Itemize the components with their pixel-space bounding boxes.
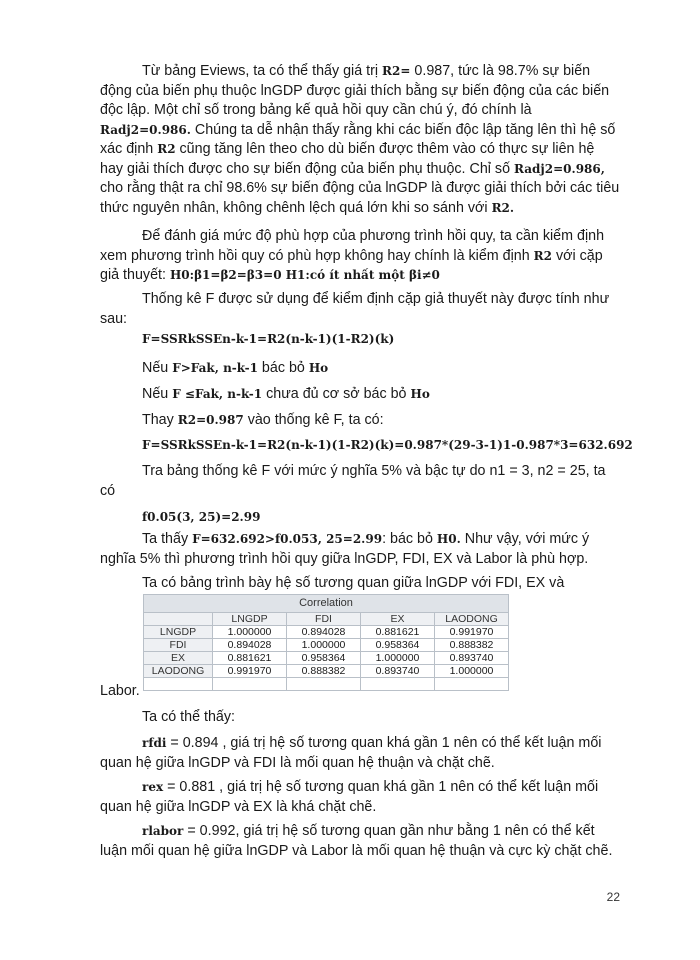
table-cell: 0.893740 bbox=[361, 665, 435, 678]
paragraph-rfdi: rfdi = 0.894 , giá trị hệ số tương quan khá gần 1 nên có thể kết luận mối quan hệ giữa lnGDP và FDI là mối quan hệ thuận và chặt chẽ. bbox=[100, 735, 602, 771]
paragraph-correlation-intro: Ta có bảng trình bày hệ số tương quan giữa lnGDP với FDI, EX và bbox=[142, 575, 565, 591]
paragraph-correlation-labor: Labor. bbox=[100, 683, 140, 699]
table-cell: 0.991970 bbox=[213, 665, 287, 678]
table-cell: 0.881621 bbox=[361, 626, 435, 639]
paragraph-f-statistic-intro: Thống kê F được sử dụng để kiểm định cặp giả thuyết này được tính như sau: bbox=[100, 291, 610, 327]
paragraph-hypothesis: Để đánh giá mức độ phù hợp của phương trình hồi quy, ta cần kiểm định xem phương trình hồi quy có phù hợp không hay chính là kiểm định R2 với cặp giả thuyết: H0:β1=β2=β3=0 H1:có ít nhất một βi≠0 bbox=[100, 228, 605, 283]
paragraph-observations: Ta có thể thấy: bbox=[142, 709, 235, 725]
header-cell: EX bbox=[361, 613, 435, 626]
formula-f-computed: F=SSRkSSEn-k-1=R2(n-k-1)(1-R2)(k)=0.987*(29-3-1)1-0.987*3=632.692 bbox=[142, 438, 633, 452]
table-cell: 0.893740 bbox=[435, 652, 509, 665]
table-cell: 1.000000 bbox=[435, 665, 509, 678]
paragraph-rex: rex = 0.881 , giá trị hệ số tương quan khá gần 1 nên có thể kết luận mối quan hệ giữa lnGDP và EX là khá chặt chẽ. bbox=[100, 779, 599, 815]
paragraph-f-table: Tra bảng thống kê F với mức ý nghĩa 5% và bậc tự do n1 = 3, n2 = 25, ta có bbox=[100, 463, 606, 499]
paragraph-r2-interpretation: Từ bảng Eviews, ta có thể thấy giá trị R2= 0.987, tức là 98.7% sự biến động của biến phụ thuộc lnGDP được giải thích bằng sự biến động của các biến độc lập. Một chỉ số trong bảng kế quả hồi quy cần chú ý, đó chính là Radj2=0.986. Chúng ta dễ nhận thấy rằng khi các biến độc lập tăng lên thì hệ số xác định R2 cũng tăng lên theo cho dù biến được thêm vào có thực sự liên hệ hay giải thích được cho sự biến động của biến phụ thuộc. Chỉ số Radj2=0.986, cho rằng thật ra chỉ 98.6% sự biến động của lnGDP là được giải thích bởi các tiêu thức nguyên nhân, không chênh lệch quá lớn khi so sánh với R2. bbox=[100, 63, 620, 216]
table-row-empty bbox=[144, 678, 509, 691]
table-cell: 1.000000 bbox=[287, 639, 361, 652]
row-label: FDI bbox=[144, 639, 213, 652]
rule-reject: Nếu F>Fak, n-k-1 bác bỏ Ho bbox=[142, 360, 329, 376]
table-row bbox=[144, 626, 509, 639]
row-label: LAODONG bbox=[144, 665, 213, 678]
header-cell: FDI bbox=[287, 613, 361, 626]
formula-f-statistic: F=SSRkSSEn-k-1=R2(n-k-1)(1-R2)(k) bbox=[142, 332, 395, 346]
rule-not-reject: Nếu F ≤Fak, n-k-1 chưa đủ cơ sở bác bỏ Ho bbox=[142, 386, 430, 402]
paragraph-conclusion: Ta thấy F=632.692>f0.053, 25=2.99: bác bỏ H0. Như vậy, với mức ý nghĩa 5% thì phương trình hồi quy giữa lnGDP, FDI, EX và Labor là phù hợp. bbox=[100, 531, 590, 567]
table-header-row bbox=[144, 613, 509, 626]
table-cell: 0.888382 bbox=[435, 639, 509, 652]
table-cell: 0.894028 bbox=[287, 626, 361, 639]
table-cell: 0.894028 bbox=[213, 639, 287, 652]
header-cell bbox=[144, 613, 213, 626]
formula-f-critical: f0.05(3, 25)=2.99 bbox=[142, 510, 261, 524]
table-row bbox=[144, 652, 509, 665]
table-cell: 0.958364 bbox=[361, 639, 435, 652]
row-label: EX bbox=[144, 652, 213, 665]
table-row bbox=[144, 639, 509, 652]
table-cell: 1.000000 bbox=[213, 626, 287, 639]
table-cell: 0.888382 bbox=[287, 665, 361, 678]
table-cell: 0.881621 bbox=[213, 652, 287, 665]
correlation-table bbox=[143, 594, 509, 691]
paragraph-rlabor: rlabor = 0.992, giá trị hệ số tương quan gần như bằng 1 nên có thể kết luận mối quan hệ giữa lnGDP và Labor là mối quan hệ thuận và cực kỳ chặt chẽ. bbox=[100, 823, 613, 859]
table-row bbox=[144, 665, 509, 678]
table-cell: 0.958364 bbox=[287, 652, 361, 665]
row-label: LNGDP bbox=[144, 626, 213, 639]
correlation-grid bbox=[143, 612, 509, 691]
substitution-line: Thay R2=0.987 vào thống kê F, ta có: bbox=[142, 412, 384, 428]
table-cell: 1.000000 bbox=[361, 652, 435, 665]
correlation-title: Correlation bbox=[143, 594, 509, 612]
header-cell: LNGDP bbox=[213, 613, 287, 626]
table-cell: 0.991970 bbox=[435, 626, 509, 639]
page-number: 22 bbox=[606, 890, 620, 904]
header-cell: LAODONG bbox=[435, 613, 509, 626]
